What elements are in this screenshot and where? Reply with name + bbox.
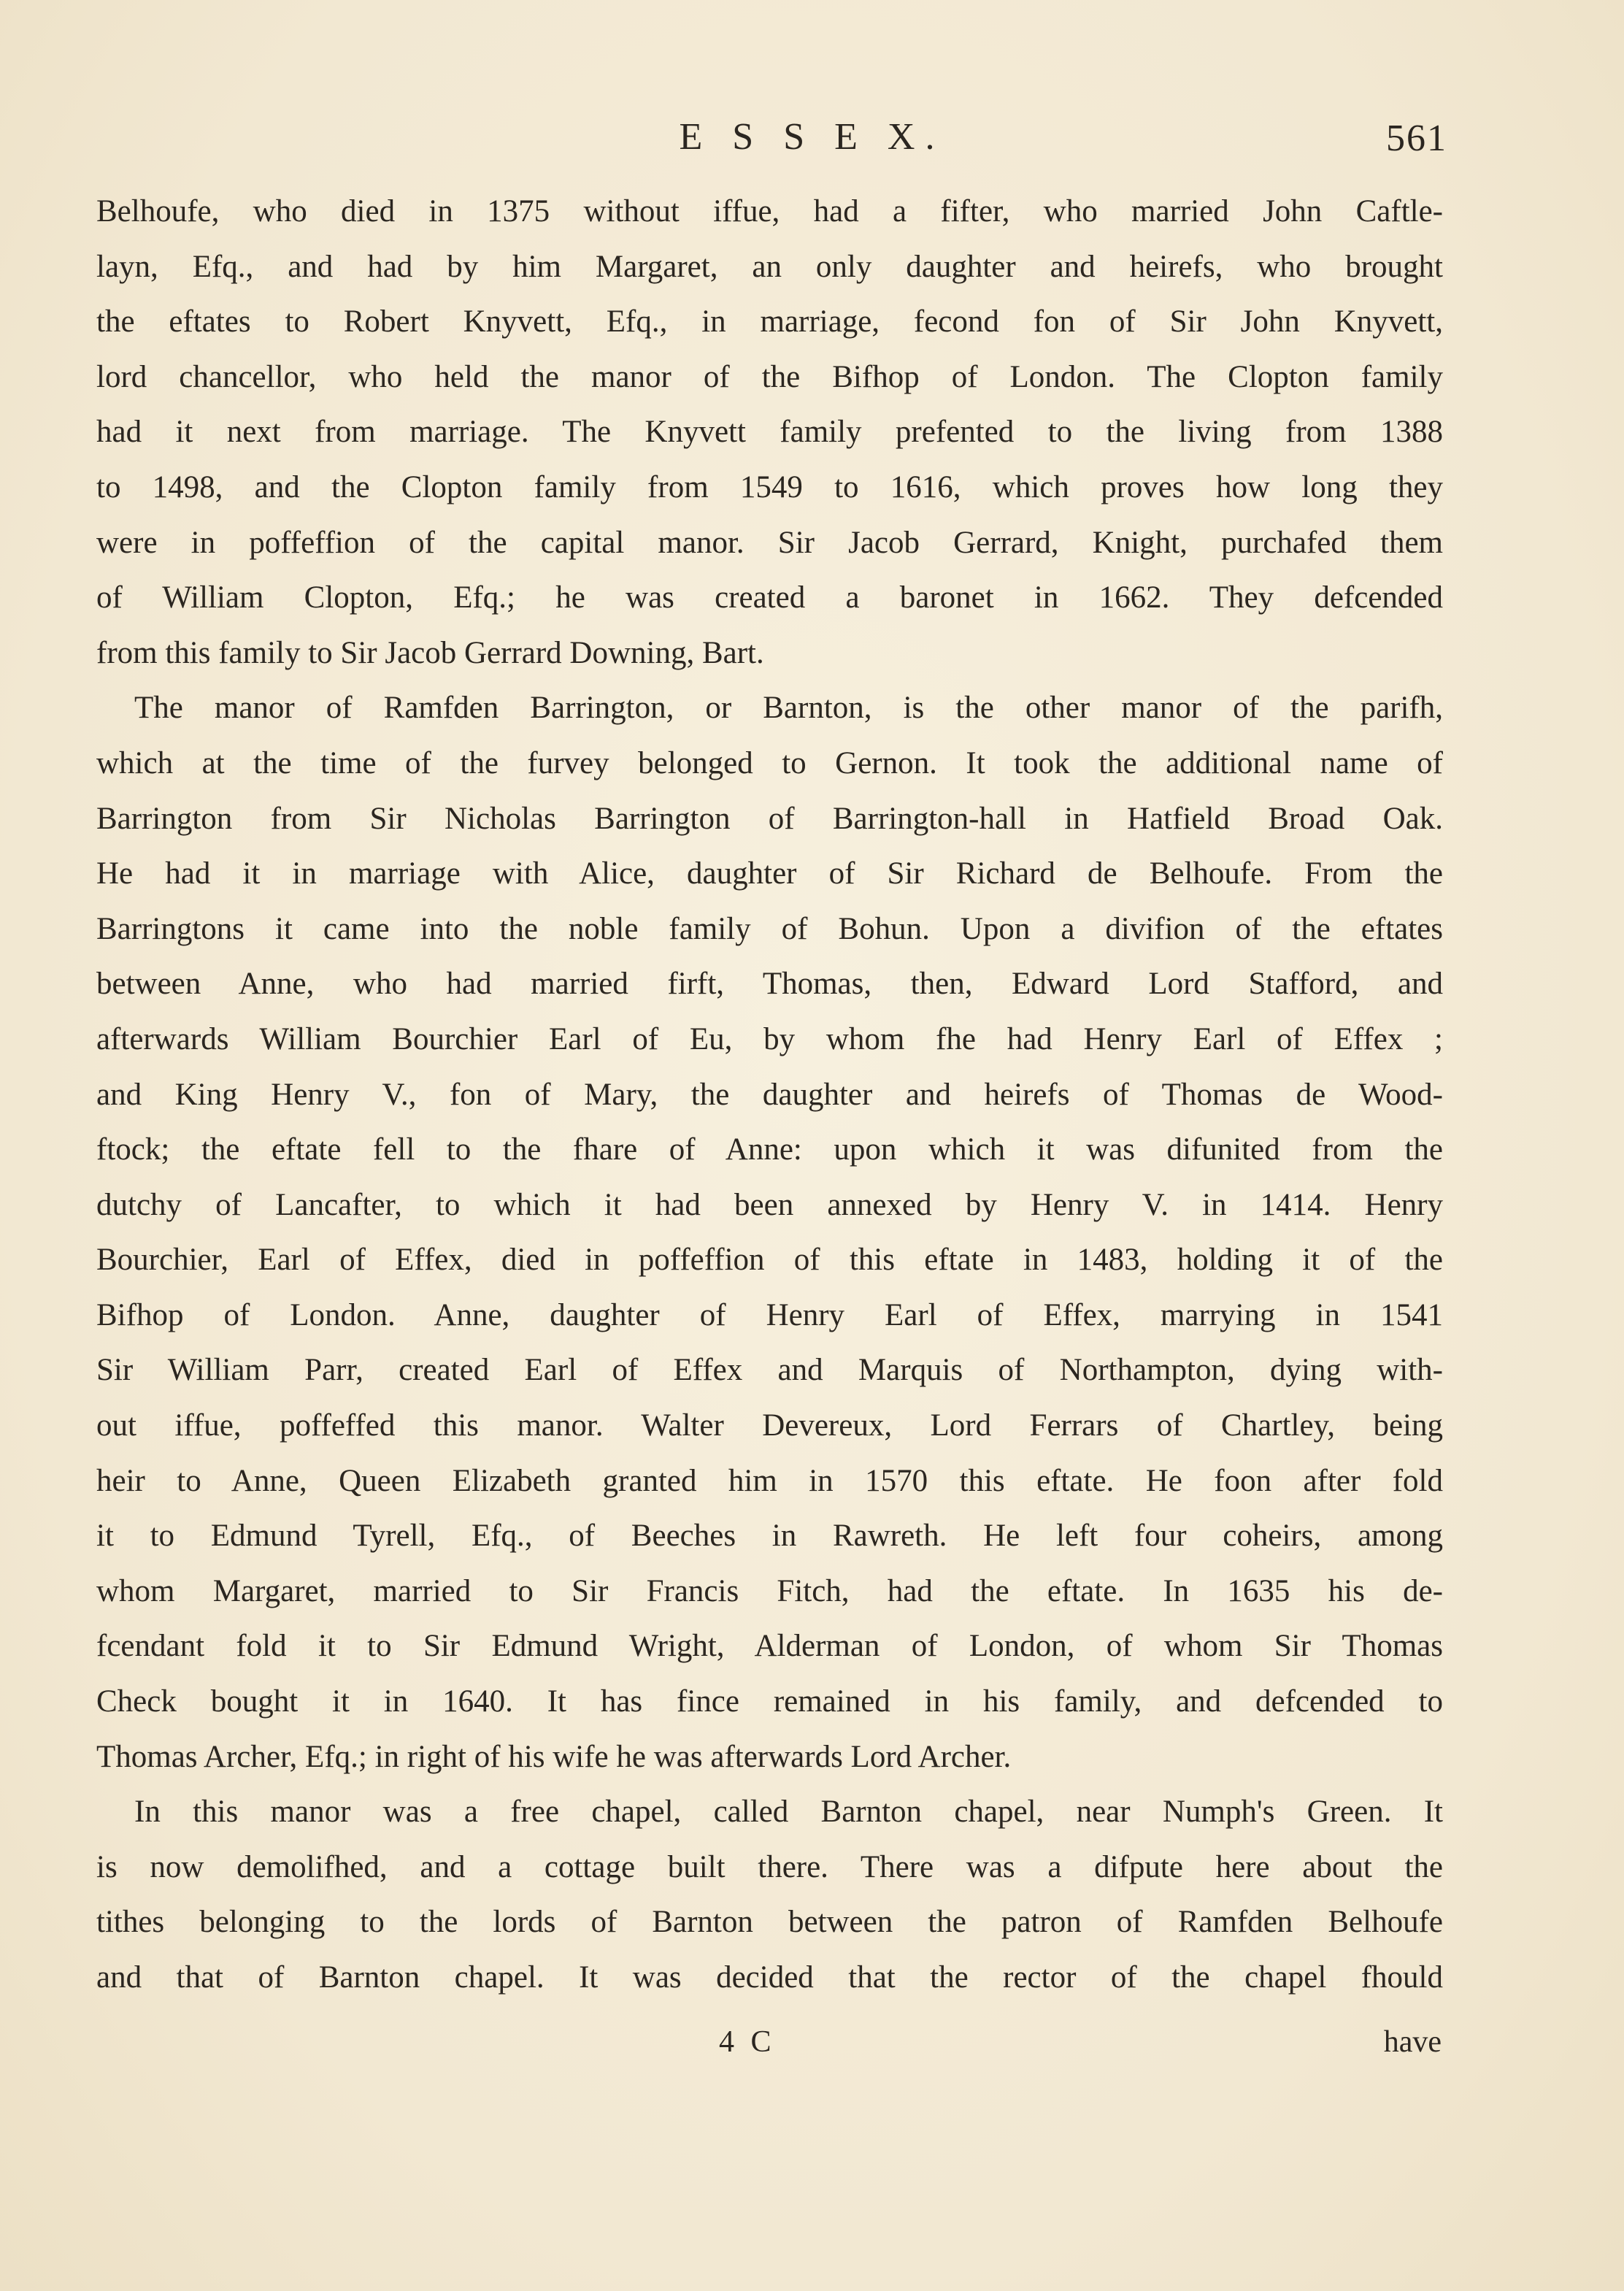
text-line: to 1498, and the Clopton family from 1549 to 1616, which proves how long they bbox=[96, 469, 1443, 504]
running-title: E S S E X. bbox=[679, 116, 945, 158]
text-line: Barringtons it came into the noble family of Bohun. Upon a divifion of the eftates bbox=[96, 911, 1443, 946]
text-line: which at the time of the furvey belonged to Gernon. It took the additional name of bbox=[96, 745, 1443, 780]
text-line: Thomas Archer, Efq.; in right of his wife he was afterwards Lord Archer. bbox=[96, 1739, 1012, 1774]
text-line: whom Margaret, married to Sir Francis Fitch, had the eftate. In 1635 his de- bbox=[96, 1573, 1443, 1608]
text-line: He had it in marriage with Alice, daughter of Sir Richard de Belhoufe. From the bbox=[96, 856, 1443, 891]
text-line: afterwards William Bourchier Earl of Eu, by whom fhe had Henry Earl of Effex ; bbox=[96, 1021, 1443, 1056]
text-line: heir to Anne, Queen Elizabeth granted him in 1570 this eftate. He foon after fold bbox=[96, 1463, 1443, 1498]
text-line: ftock; the eftate fell to the fhare of Anne: upon which it was difunited from the bbox=[96, 1132, 1443, 1167]
text-line: The manor of Ramfden Barrington, or Barnton, is the other manor of the parifh, bbox=[134, 691, 1443, 726]
text-line: it to Edmund Tyrell, Efq., of Beeches in Rawreth. He left four coheirs, among bbox=[96, 1519, 1443, 1554]
text-line: and that of Barnton chapel. It was decided that the rector of the chapel fhould bbox=[96, 1960, 1443, 1995]
text-line: lord chancellor, who held the manor of the Bifhop of London. The Clopton family bbox=[96, 359, 1443, 394]
text-line: the eftates to Robert Knyvett, Efq., in marriage, fecond fon of Sir John Knyvett, bbox=[96, 304, 1443, 339]
text-line: Belhoufe, who died in 1375 without iffue, had a fifter, who married John Caftle- bbox=[96, 194, 1443, 229]
text-line: dutchy of Lancafter, to which it had been annexed by Henry V. in 1414. Henry bbox=[96, 1187, 1443, 1222]
catchword: have bbox=[1383, 2025, 1442, 2059]
text-line: had it next from marriage. The Knyvett family prefented to the living from 1388 bbox=[96, 415, 1443, 450]
text-line: Barrington from Sir Nicholas Barrington of Barrington-hall in Hatfield Broad Oak. bbox=[96, 801, 1443, 836]
paragraph bbox=[96, 184, 1443, 680]
text-line: is now demolifhed, and a cottage built there. There was a difpute here about the bbox=[96, 1849, 1443, 1884]
paragraph bbox=[96, 680, 1443, 1784]
text-line: from this family to Sir Jacob Gerrard Downing, Bart. bbox=[96, 635, 764, 670]
text-line: layn, Efq., and had by him Margaret, an only daughter and heirefs, who brought bbox=[96, 249, 1443, 284]
text-line: Bourchier, Earl of Effex, died in poffeffion of this eftate in 1483, holding it of the bbox=[96, 1243, 1443, 1278]
text-line: and King Henry V., fon of Mary, the daughter and heirefs of Thomas de Wood- bbox=[96, 1077, 1443, 1112]
text-line: between Anne, who had married firft, Thomas, then, Edward Lord Stafford, and bbox=[96, 967, 1443, 1002]
text-line: fcendant fold it to Sir Edmund Wright, Alderman of London, of whom Sir Thomas bbox=[96, 1629, 1443, 1664]
text-line: Sir William Parr, created Earl of Effex and Marquis of Northampton, dying with- bbox=[96, 1353, 1443, 1388]
paragraph bbox=[96, 1784, 1443, 2005]
text-line: Bifhop of London. Anne, daughter of Henry Earl of Effex, marrying in 1541 bbox=[96, 1297, 1443, 1332]
signature-mark: 4 C bbox=[719, 2025, 776, 2059]
text-line: were in poffeffion of the capital manor. Sir Jacob Gerrard, Knight, purchafed them bbox=[96, 525, 1443, 560]
text-line: of William Clopton, Efq.; he was created a baronet in 1662. They defcended bbox=[96, 580, 1443, 615]
body-text bbox=[96, 184, 1443, 2006]
page-number: 561 bbox=[1386, 118, 1447, 159]
text-line: tithes belonging to the lords of Barnton between the patron of Ramfden Belhoufe bbox=[96, 1905, 1443, 1940]
text-line: out iffue, poffeffed this manor. Walter Devereux, Lord Ferrars of Chartley, being bbox=[96, 1408, 1443, 1443]
text-line: Check bought it in 1640. It has fince remained in his family, and defcended to bbox=[96, 1684, 1443, 1719]
text-line: In this manor was a free chapel, called Barnton chapel, near Numph's Green. It bbox=[134, 1795, 1443, 1830]
